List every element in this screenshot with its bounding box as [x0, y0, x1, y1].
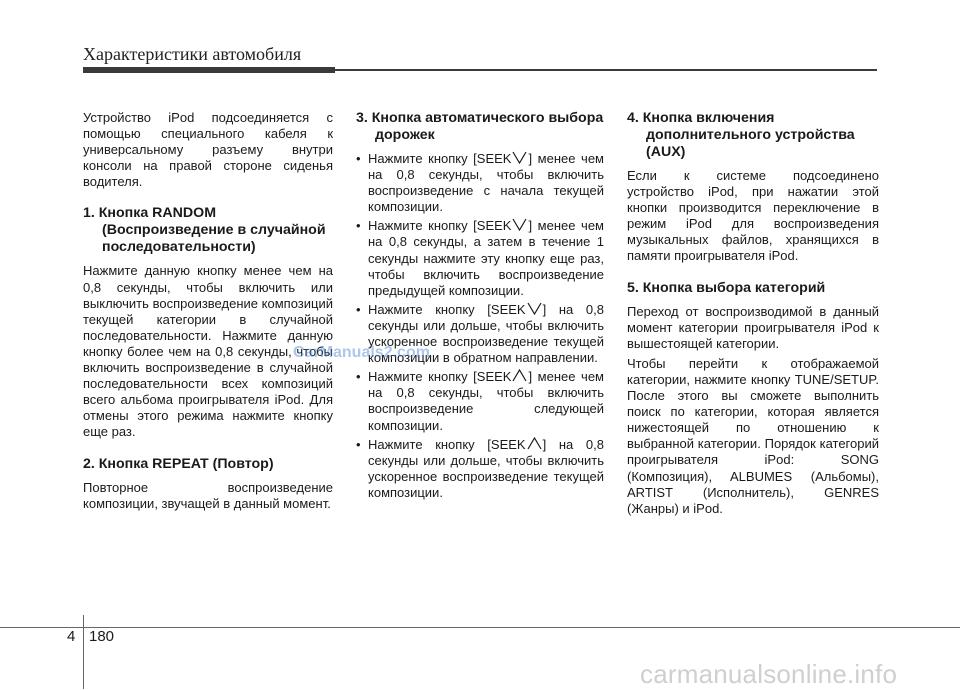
section-4-paragraph: Если к системе подсоединено устройство iPod, при нажатии этой кнопки производится переключение в режим iPod для воспроизведения музыкальных файлов, хранящихся в памяти проигрывателя iPod. — [627, 168, 879, 264]
list-item: • Нажмите кнопку [SEEK ] менее чем на 0,8 секунды, чтобы включить воспроизведение с начала текущей композиции. — [356, 151, 604, 215]
chapter-number: 4 — [67, 628, 76, 645]
column-2 — [356, 110, 604, 504]
column-1 — [83, 110, 333, 516]
chevron-down-icon — [527, 302, 542, 315]
header-rule — [335, 69, 877, 71]
section-4-heading: 4. Кнопка включения дополнительного устройства (AUX) — [627, 110, 855, 160]
list-item: • Нажмите кнопку [SEEK ] менее чем на 0,8 секунды, а затем в течение 1 секунды нажмите эту кнопку еще раз, чтобы включить воспроизведение предыдущей композиции. — [356, 218, 604, 298]
header-bar — [83, 67, 335, 73]
section-3-heading: 3. Кнопка автоматического выбора дорожек — [356, 110, 604, 143]
section-5-heading: 5. Кнопка выбора категорий — [627, 279, 826, 296]
watermark: CarManuals2.com — [293, 344, 430, 361]
footer-divider — [83, 615, 84, 689]
section-5-paragraph: Чтобы перейти к отображаемой категории, нажмите кнопку TUNE/SETUP. После этого вы сможете выполнить поиск по категории, которая является нижестоящей по отношению к выбранной категории. Порядок категорий проигрывателя iPod: SONG (Композиция), ALBUMES (Альбомы), ARTIST (Исполнитель), GENRES (Жанры) и iPod. — [627, 355, 879, 516]
section-2-paragraph: Повторное воспроизведение композиции, звучащей в данный момент. — [83, 479, 333, 511]
list-item: • Нажмите кнопку [SEEK ] на 0,8 секунды или дольше, чтобы включить ускоренное воспроизведение текущей композиции. — [356, 437, 604, 501]
page-number: 180 — [89, 628, 115, 645]
section-1-paragraph: Нажмите данную кнопку менее чем на 0,8 секунды, чтобы включить или выключить воспроизведение композиций текущей категории в случайной последовательности. Нажмите данную кнопку более чем на 0,8 секунды, чтобы включить воспроизведение в случайной последовательности всех композиций всего альбома проигрывателя iPod. Для отмены этого режима нажмите кнопку еще раз. — [83, 263, 333, 440]
column-3 — [627, 110, 879, 521]
list-item: • Нажмите кнопку [SEEK ] на 0,8 секунды или дольше, чтобы включить ускоренное воспроизведение текущей композиции в обратном направлении. — [356, 302, 604, 366]
seek-instructions-list — [356, 151, 604, 501]
source-watermark: carmanualsonline.info — [640, 659, 898, 689]
chevron-down-icon — [512, 151, 527, 164]
section-1-heading: 1. Кнопка RANDOM (Воспроизведение в случайной последовательности) — [83, 205, 326, 256]
chevron-down-icon — [512, 218, 527, 231]
section-2-heading: 2. Кнопка REPEAT (Повтор) — [83, 455, 274, 472]
section-5-paragraph: Переход от воспроизводимой в данный момент категории проигрывателя iPod к вышестоящей категории. — [627, 303, 879, 351]
intro-paragraph: Устройство iPod подсоединяется с помощью специального кабеля к универсальному разъему внутри консоли на правой стороне сиденья водителя. — [83, 110, 333, 190]
list-item: • Нажмите кнопку [SEEK ] менее чем на 0,8 секунды, чтобы включить воспроизведение следующей композиции. — [356, 369, 604, 433]
chevron-up-icon — [527, 437, 542, 450]
page-header-title: Характеристики автомобиля — [83, 44, 302, 64]
chevron-up-icon — [512, 369, 527, 382]
footer-rule — [0, 627, 960, 628]
